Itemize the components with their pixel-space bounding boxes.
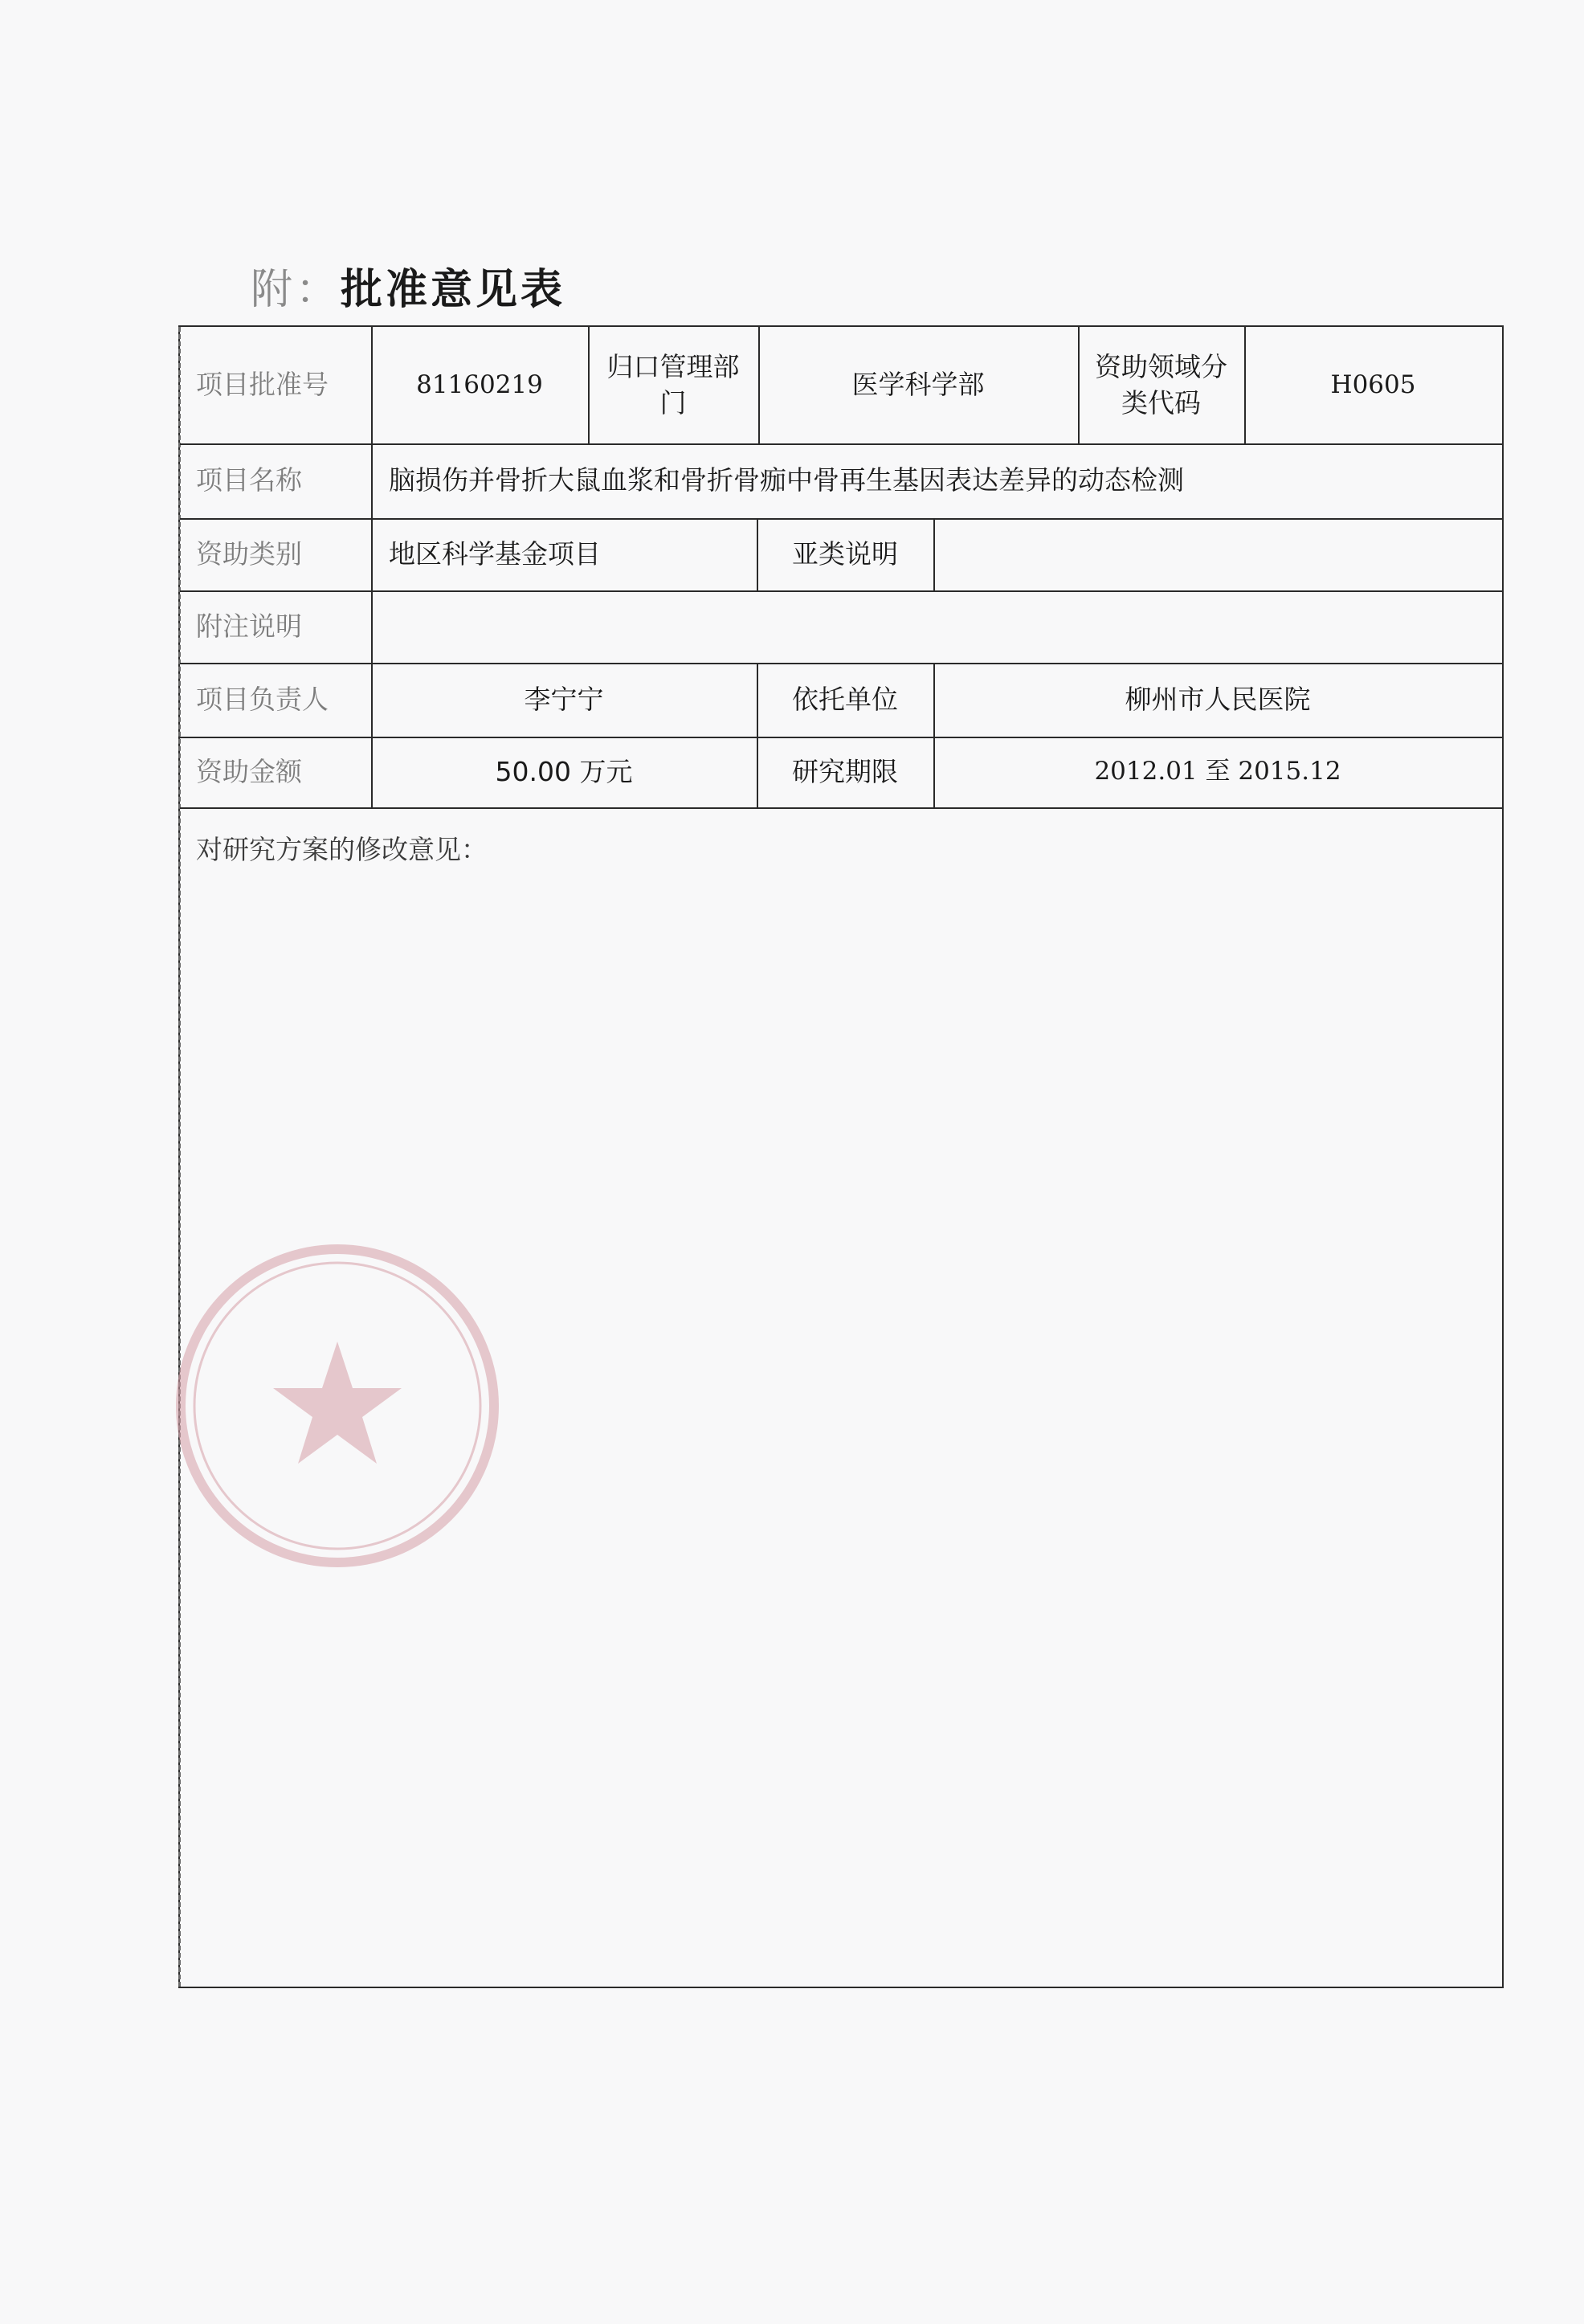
- dept-label: 归口管理部门: [606, 350, 740, 419]
- notes-label: 附注说明: [196, 610, 302, 642]
- title-text: 批准意见表: [341, 266, 566, 314]
- seal-star: [273, 1342, 402, 1464]
- code-label: 资助领域分类代码: [1095, 350, 1227, 419]
- pi-value: 李宁宁: [524, 683, 604, 715]
- dept-value: 医学科学部: [851, 369, 985, 401]
- approval-no-value: 81160219: [416, 370, 543, 399]
- code-value: H0605: [1330, 370, 1416, 399]
- host-unit-label: 依托单位: [792, 683, 898, 715]
- row-divider: [180, 807, 1502, 809]
- subtype-label: 亚类说明: [792, 537, 898, 570]
- page-title: [251, 255, 565, 316]
- period-value: 2012.01 至 2015.12: [1094, 757, 1341, 786]
- col-divider: [588, 327, 590, 443]
- col-divider: [1078, 327, 1080, 443]
- approval-no-label: 项目批准号: [196, 369, 329, 401]
- pi-label: 项目负责人: [196, 683, 329, 715]
- approval-table: [178, 325, 1504, 1988]
- subtype-value: [933, 518, 1502, 590]
- host-unit-value: 柳州市人民医院: [1125, 683, 1311, 715]
- project-name-value: 脑损伤并骨折大鼠血浆和骨折骨痂中骨再生基因表达差异的动态检测: [389, 464, 1184, 496]
- period-label: 研究期限: [792, 755, 898, 787]
- amount-value: 50.00 万元: [495, 755, 633, 787]
- official-seal: [169, 1237, 506, 1575]
- amount-label: 资助金额: [196, 755, 302, 787]
- project-name-label: 项目名称: [196, 464, 302, 496]
- title-prefix: 附：: [251, 266, 341, 314]
- funding-type-value: 地区科学基金项目: [389, 537, 601, 570]
- notes-value: [371, 590, 1502, 663]
- revision-opinion-label: 对研究方案的修改意见：: [196, 834, 488, 865]
- funding-type-label: 资助类别: [196, 537, 302, 570]
